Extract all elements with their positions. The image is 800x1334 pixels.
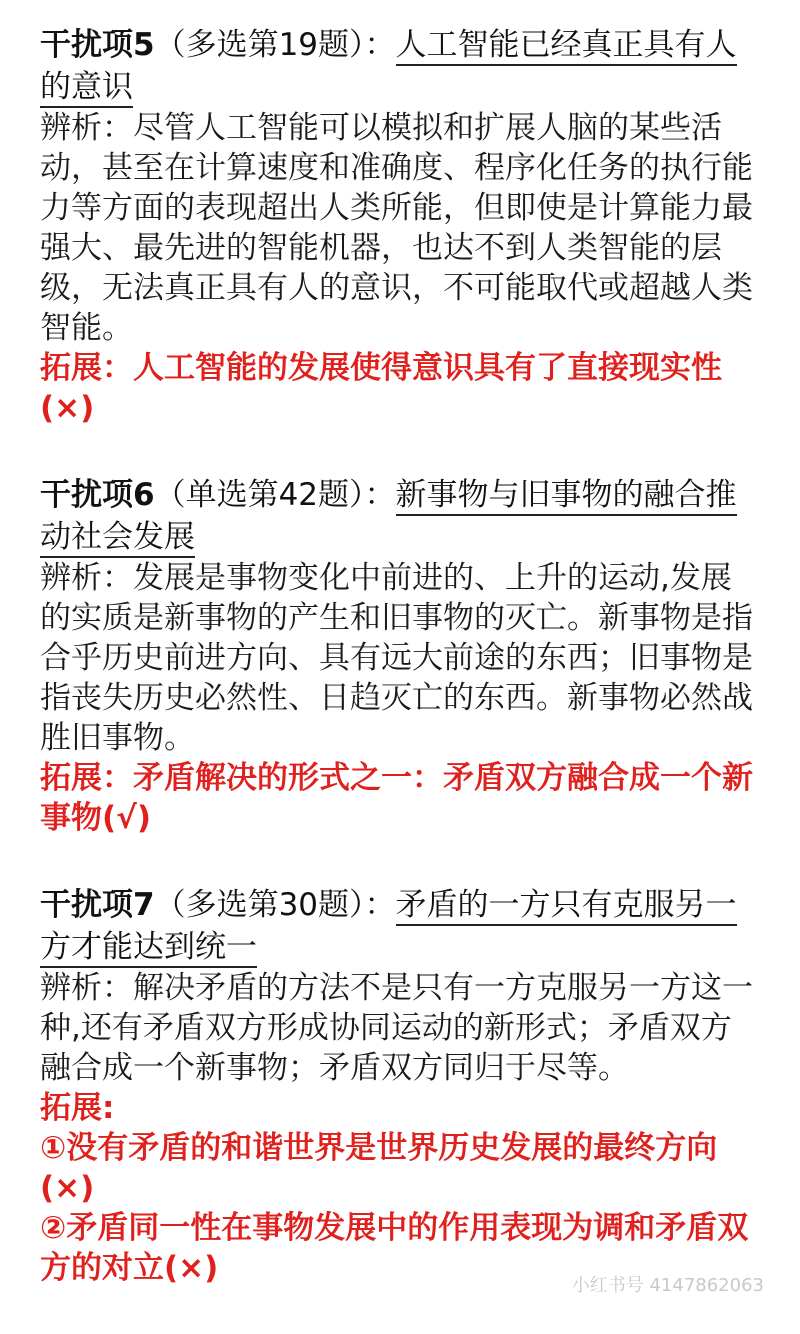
- watermark: 小红书号 4147862063: [571, 1275, 764, 1296]
- distractor-item-7: [40, 884, 762, 1288]
- item-claim: 矛盾的一方只有克服另一方才能达到统一: [40, 887, 737, 968]
- item-claim: 新事物与旧事物的融合推动社会发展: [40, 477, 737, 558]
- item-title: [40, 474, 762, 558]
- item-extension: [40, 1088, 762, 1288]
- item-analysis: 辨析：解决矛盾的方法不是只有一方克服另一方这一种,还有矛盾双方形成协同运动的新形式；矛盾双方融合成一个新事物；矛盾双方同归于尽等。: [40, 970, 753, 1086]
- extension-heading: 拓展:: [40, 1090, 115, 1126]
- item-title: [40, 24, 762, 108]
- item-analysis: 辨析：发展是事物变化中前进的、上升的运动,发展的实质是新事物的产生和旧事物的灭亡。新事物是指合乎历史前进方向、具有远大前途的东西；旧事物是指丧失历史必然性、日趋灭亡的东西。新事物必然战胜旧事物。: [40, 560, 753, 756]
- item-claim: 人工智能已经真正具有人的意识: [40, 27, 737, 108]
- item-meta: （多选第30题）：: [154, 887, 396, 923]
- item-label: 干扰项7: [40, 887, 155, 923]
- item-analysis: 辨析：尽管人工智能可以模拟和扩展人脑的某些活动，甚至在计算速度和准确度、程序化任务的执行能力等方面的表现超出人类所能，但即使是计算能力最强大、最先进的智能机器，也达不到人类智能的层级，无法真正具有人的意识，不可能取代或超越人类智能。: [40, 110, 753, 346]
- item-title: [40, 884, 762, 968]
- item-label: 干扰项5: [40, 27, 155, 63]
- distractor-item-6: [40, 474, 762, 838]
- item-extension: 拓展：矛盾解决的形式之一：矛盾双方融合成一个新事物(√): [40, 760, 753, 836]
- item-meta: （单选第42题）：: [154, 477, 396, 513]
- extension-point-2: ②矛盾同一性在事物发展中的作用表现为调和矛盾双方的对立(×): [40, 1210, 749, 1286]
- distractor-item-5: [40, 24, 762, 428]
- document-page: [40, 24, 762, 1334]
- item-label: 干扰项6: [40, 477, 155, 513]
- extension-point-1: ①没有矛盾的和谐世界是世界历史发展的最终方向(×): [40, 1130, 718, 1206]
- item-meta: （多选第19题）：: [154, 27, 396, 63]
- item-extension: 拓展：人工智能的发展使得意识具有了直接现实性(×): [40, 350, 722, 426]
